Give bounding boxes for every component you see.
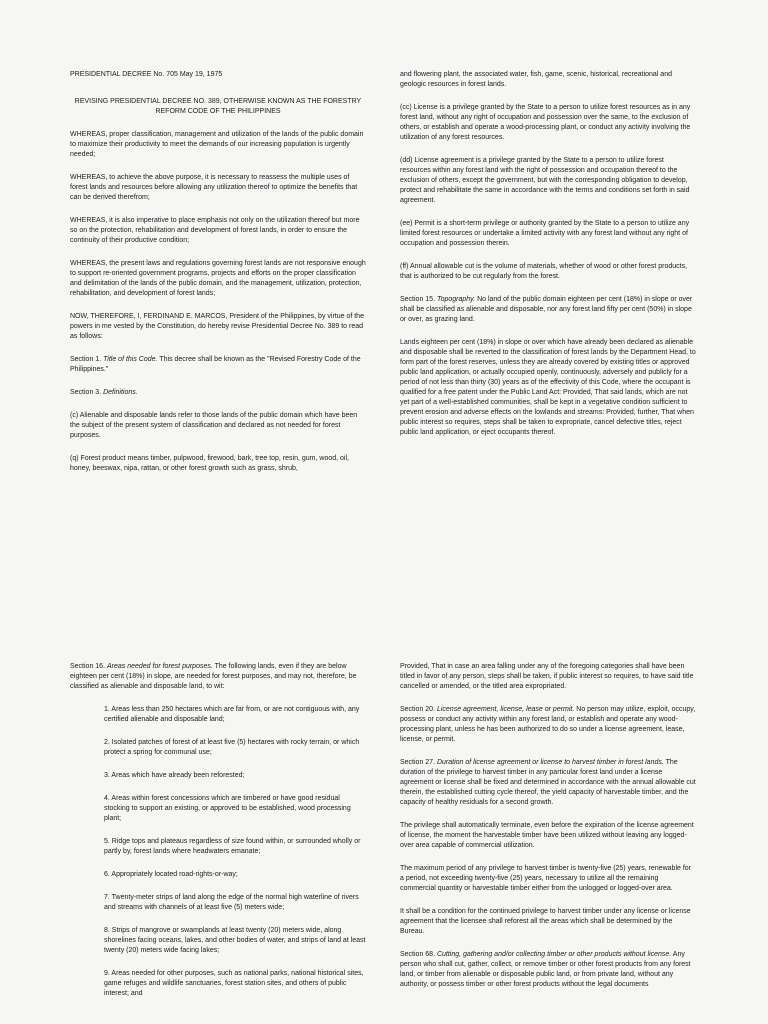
paragraph: Provided, That in case an area falling under any of the foregoing categories shall have been titled in favor of any person, steps shall be taken, if public interest so requires, to have said title cancelled or amended, or the titled area expropriated. — [400, 663, 694, 690]
paragraph: 2. Isolated patches of forest of at least five (5) hectares with rocky terrain, or which protect a spring for communal use; — [104, 739, 360, 756]
section-heading: License agreement, license, lease or permit. — [436, 706, 575, 713]
paragraph: and flowering plant, the associated water, fish, game, scenic, historical, recreational and geologic resources in forest lands. — [400, 71, 672, 88]
paragraph: 8. Strips of mangrove or swamplands at least twenty (20) meters wide, along shorelines facing oceans, lakes, and other bodies of water, and strips of land at least twenty (20) meters wide facing lakes; — [104, 927, 366, 954]
paragraph: 6. Appropriately located road-rights-or-way; — [104, 871, 238, 878]
section-label: Section 20. — [400, 706, 437, 713]
paragraph: (cc) License is a privilege granted by the State to a person to utilize forest resources as in any forest land, without any right of occupation and possession over the same, to the exclusion of others, or establish and operate a wood-processing plant, or conduct any activity involving the utilization of any forest resources. — [400, 104, 691, 141]
section-heading: Definitions. — [103, 389, 138, 396]
section-heading: Cutting, gathering and/or collecting timber or other products without license. — [436, 951, 672, 958]
paragraph: It shall be a condition for the continued privilege to harvest timber under any license or license agreement that the licensee shall reforest all the areas which shall be determined by the Bureau. — [400, 908, 691, 935]
paragraph: Lands eighteen per cent (18%) in slope or over which have already been declared as alienable and disposable shall be reverted to the classification of forest lands by the Department Head, to form part of the forest reserves, unless they are already covered by existing titles or approved public land application, or actually occupied openly, continuously, adversely and publicly for a period of not less than thirty (30) years as of the effectivity of this Code, where the occupant is qualified for a free patent under the Public Land Act: Provided, That said lands, which are not yet part of a well-established communities, shall be kept in a vegetative condition sufficient to prevent erosion and adverse effects on the lowlands and streams: Provided, further, That when public interest so requires, steps shall be taken to expropriate, cancel defective titles, reject public land application, or eject occupants thereof. — [400, 339, 696, 436]
page1-left-column — [70, 70, 366, 487]
section-heading: Topography. — [436, 296, 476, 303]
paragraph: (ff) Annual allowable cut is the volume of materials, whether of wood or other forest products, that is authorized to be cut regularly from the forest. — [400, 263, 688, 280]
section-label: Section 68. — [400, 951, 437, 958]
section-body: No land of the public domain eighteen per cent (18%) in slope or over shall be classified as alienable and disposable, nor any forest land fifty per cent (50%) in slope or over, as grazing land. — [400, 296, 693, 323]
paragraph: (q) Forest product means timber, pulpwood, firewood, bark, tree top, resin, gum, wood, oil, honey, beeswax, nipa, rattan, or other forest growth such as grass, shrub, — [70, 455, 349, 472]
paragraph: The maximum period of any privilege to harvest timber is twenty-five (25) years, renewable for a period, not exceeding twenty-five (25) years, necessary to utilize all the remaining commercial quantity or harvestable timber either from the unlogged or logged-over area. — [400, 865, 692, 892]
paragraph: 7. Twenty-meter strips of land along the edge of the normal high waterline of rivers and streams with channels of at least five (5) meters wide; — [104, 894, 359, 911]
paragraph — [400, 950, 696, 990]
paragraph — [400, 758, 696, 808]
section-heading: Duration of license agreement or license to harvest timber in forest lands. — [436, 759, 664, 766]
paragraph: (dd) License agreement is a privilege granted by the State to a person to utilize forest resources within any forest land with the right of possession and occupation thereof to the exclusion of others, except the government, but with the corresponding obligation to develop, protect and rehabilitate the same in accordance with the terms and conditions set forth in said agreement. — [400, 157, 690, 204]
paragraph: 3. Areas which have already been reforested; — [104, 772, 245, 779]
paragraph: PRESIDENTIAL DECREE No. 705 May 19, 1975 — [70, 71, 223, 78]
section-body: No person may utilize, exploit, occupy, possess or conduct any activity within any forest land, or establish and operate any wood-processing plant, unless he has been authorized to do so under a license agreement, lease, license, or permit. — [400, 706, 696, 743]
section-body: The duration of the privilege to harvest timber in any particular forest land under a license agreement or license shall be fixed and determined in accordance with the annual allowable cut therein, the established cutting cycle thereof, the yield capacity of harvestable timber, and the capacity of healthy residuals for a second growth. — [400, 759, 696, 806]
paragraph — [400, 705, 696, 745]
section-label: Section 1. — [70, 356, 104, 363]
paragraph — [70, 355, 366, 375]
page2-right-column — [400, 662, 696, 1003]
section-heading: Areas needed for forest purposes. — [106, 663, 213, 670]
page2-left-column — [70, 662, 366, 1012]
paragraph: (c) Alienable and disposable lands refer to those lands of the public domain which have been the subject of the present system of classification and declared as not needed for forest purposes. — [70, 412, 358, 439]
page1-right-column — [400, 70, 696, 451]
paragraph: WHEREAS, it is also imperative to place emphasis not only on the utilization thereof but more so on the protection, rehabilitation and development of forest lands, in order to ensure the continuity of their productive condition; — [70, 217, 360, 244]
paragraph: REVISING PRESIDENTIAL DECREE NO. 389, OTHERWISE KNOWN AS THE FORESTRY REFORM CODE OF THE PHILIPPINES — [74, 98, 362, 115]
section-label: Section 3. — [70, 389, 104, 396]
paragraph: The privilege shall automatically terminate, even before the expiration of the license agreement of license, the moment the harvestable timber have been utilized without leaving any logged-over area capable of commercial utilization. — [400, 822, 694, 849]
paragraph: 4. Areas within forest concessions which are timbered or have good residual stocking to support an existing, or approved to be established, wood processing plant; — [104, 795, 351, 822]
paragraph — [400, 295, 696, 325]
paragraph: WHEREAS, to achieve the above purpose, it is necessary to reassess the multiple uses of forest lands and resources before allowing any utilization thereof to optimize the benefits that can be derived therefrom; — [70, 174, 358, 201]
section-label: Section 16. — [70, 663, 107, 670]
paragraph: 9. Areas needed for other purposes, such as national parks, national historical sites, game refuges and wildlife sanctuaries, forest station sites, and others of public interest; and — [104, 970, 364, 997]
paragraph: WHEREAS, the present laws and regulations governing forest lands are not responsive enough to support re-oriented government programs, projects and efforts on the proper classification and delimitation of the lands of the public domain, and the management, utilization, protection, rehabilitation, and development of forest lands; — [70, 260, 366, 297]
section-body: The following lands, even if they are below eighteen per cent (18%) in slope, are needed for forest purposes, and may not, therefore, be classified as alienable and disposable land, to wit: — [70, 663, 357, 690]
paragraph: NOW, THEREFORE, I, FERDINAND E. MARCOS, President of the Philippines, by virtue of the powers in me vested by the Constitution, do hereby revise Presidential Decree No. 389 to read as follows: — [70, 313, 364, 340]
paragraph: WHEREAS, proper classification, management and utilization of the lands of the public domain to maximize their productivity to meet the demands of our increasing population is urgently needed; — [70, 131, 364, 158]
section-heading: Title of this Code. — [103, 356, 158, 363]
paragraph — [70, 662, 366, 692]
section-label: Section 15. — [400, 296, 437, 303]
section-label: Section 27. — [400, 759, 437, 766]
paragraph: 1. Areas less than 250 hectares which are far from, or are not contiguous with, any certified alienable and disposable land; — [104, 706, 360, 723]
section-body: Any person who shall cut, gather, collect, or remove timber or other forest products from any forest land, or timber from alienable or disposable public land, or from private land, without any authority, or possess timber or other forest products without the legal documents — [400, 951, 691, 988]
paragraph — [70, 388, 366, 398]
paragraph: 5. Ridge tops and plateaus regardless of size found within, or surrounded wholly or partly by, forest lands where headwaters emanate; — [104, 838, 361, 855]
section-body: This decree shall be known as the "Revised Forestry Code of the Philippines." — [70, 356, 361, 373]
paragraph: (ee) Permit is a short-term privilege or authority granted by the State to a person to utilize any limited forest resources or undertake a limited activity with any forest land without any right of occupation and possession therein. — [400, 220, 690, 247]
